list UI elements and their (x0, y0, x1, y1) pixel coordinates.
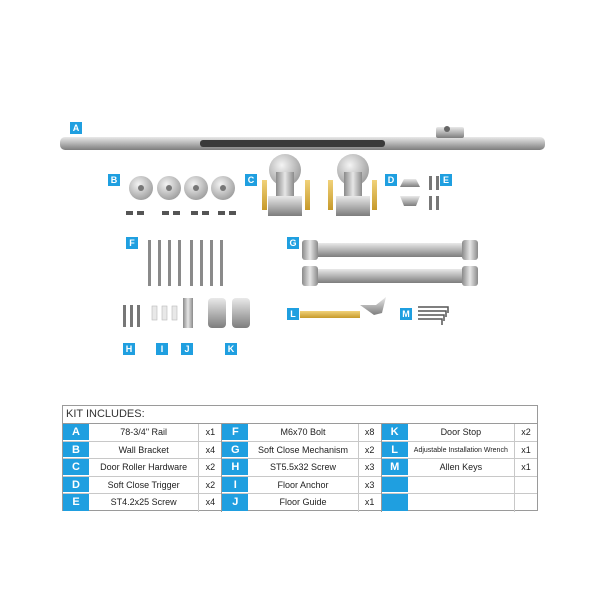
kit-letter: I (222, 477, 248, 494)
kit-item-name: Floor Guide (248, 494, 358, 512)
kit-item-qty: x4 (205, 497, 216, 508)
kit-letter: D (63, 477, 89, 494)
kit-item-qty: x3 (364, 479, 375, 490)
kit-letter: H (222, 459, 248, 476)
door-stops (208, 298, 250, 328)
kit-column-2 (222, 424, 381, 512)
kit-grid (63, 424, 537, 512)
kit-item-qty: x8 (364, 427, 375, 437)
kit-item-qty: x1 (521, 462, 531, 473)
kit-letter (382, 477, 408, 494)
allen-keys (418, 307, 448, 325)
wrench (300, 297, 386, 318)
kit-item-qty: x4 (205, 444, 216, 455)
kit-row (222, 459, 380, 477)
kit-item-qty: x2 (521, 427, 531, 437)
kit-letter: K (382, 424, 408, 441)
kit-item-name: Soft Close Trigger (89, 477, 199, 494)
kit-item-name: Allen Keys (408, 459, 515, 476)
kit-letter (382, 494, 408, 512)
soft-close-mechanism (302, 240, 478, 286)
kit-item-name: Door Roller Hardware (89, 459, 199, 476)
kit-item-qty (515, 494, 537, 512)
kit-column-3 (382, 424, 537, 512)
kit-item-name: Soft Close Mechanism (248, 442, 358, 459)
roller-hardware (262, 154, 377, 216)
floor-anchors (152, 306, 177, 320)
kit-row (63, 442, 221, 460)
kit-item-name: ST4.2x25 Screw (89, 494, 199, 512)
kit-row (382, 424, 537, 442)
kit-letter: C (63, 459, 89, 476)
kit-row (222, 494, 380, 512)
badge-h: H (123, 343, 135, 355)
kit-column-1 (63, 424, 222, 512)
kit-item-qty: x1 (205, 427, 216, 437)
kit-letter: B (63, 442, 89, 459)
badge-e: E (440, 174, 452, 186)
kit-item-name: 78-3/4" Rail (89, 424, 199, 441)
kit-letter: L (382, 442, 408, 459)
badge-a: A (70, 122, 82, 134)
rail (60, 126, 545, 150)
kit-row (63, 494, 221, 512)
kit-title: KIT INCLUDES: (63, 406, 537, 424)
floor-guide (183, 298, 193, 328)
kit-row (222, 442, 380, 460)
soft-close-trigger (400, 179, 420, 206)
kit-row (382, 459, 537, 477)
kit-item-qty: x1 (364, 497, 375, 508)
kit-item-name (408, 494, 515, 512)
kit-item-qty: x2 (205, 479, 216, 490)
kit-item-qty (515, 477, 537, 494)
screws-e (429, 176, 439, 210)
kit-item-name: Wall Bracket (89, 442, 199, 459)
kit-row (63, 477, 221, 495)
badge-f: F (126, 237, 138, 249)
kit-item-name: M6x70 Bolt (248, 424, 358, 441)
badge-b: B (108, 174, 120, 186)
kit-item-name (408, 477, 515, 494)
kit-item-name: Floor Anchor (248, 477, 358, 494)
wall-brackets (126, 176, 236, 215)
kit-item-name: Adjustable Installation Wrench (408, 442, 515, 459)
kit-row (63, 459, 221, 477)
kit-item-qty: x3 (364, 462, 375, 473)
kit-letter: F (222, 424, 248, 441)
kit-item-name: ST5.5x32 Screw (248, 459, 358, 476)
badge-d: D (385, 174, 397, 186)
kit-letter: A (63, 424, 89, 441)
kit-includes-table (62, 405, 538, 511)
badge-i: I (156, 343, 168, 355)
kit-row (222, 424, 380, 442)
kit-letter: J (222, 494, 248, 512)
kit-row (382, 477, 537, 495)
kit-item-qty: x2 (205, 462, 216, 473)
kit-letter: E (63, 494, 89, 512)
badge-m: M (400, 308, 412, 320)
badge-g: G (287, 237, 299, 249)
bolts (148, 240, 223, 286)
kit-row (222, 477, 380, 495)
kit-item-qty: x2 (364, 444, 375, 455)
kit-letter: M (382, 459, 408, 476)
badge-l: L (287, 308, 299, 320)
screws-h (123, 305, 140, 327)
kit-row (382, 442, 537, 460)
badge-c: C (245, 174, 257, 186)
kit-letter: G (222, 442, 248, 459)
kit-row (63, 424, 221, 442)
badge-j: J (181, 343, 193, 355)
kit-item-name: Door Stop (408, 424, 515, 441)
kit-item-qty: x1 (521, 444, 531, 455)
badge-k: K (225, 343, 237, 355)
kit-row (382, 494, 537, 512)
